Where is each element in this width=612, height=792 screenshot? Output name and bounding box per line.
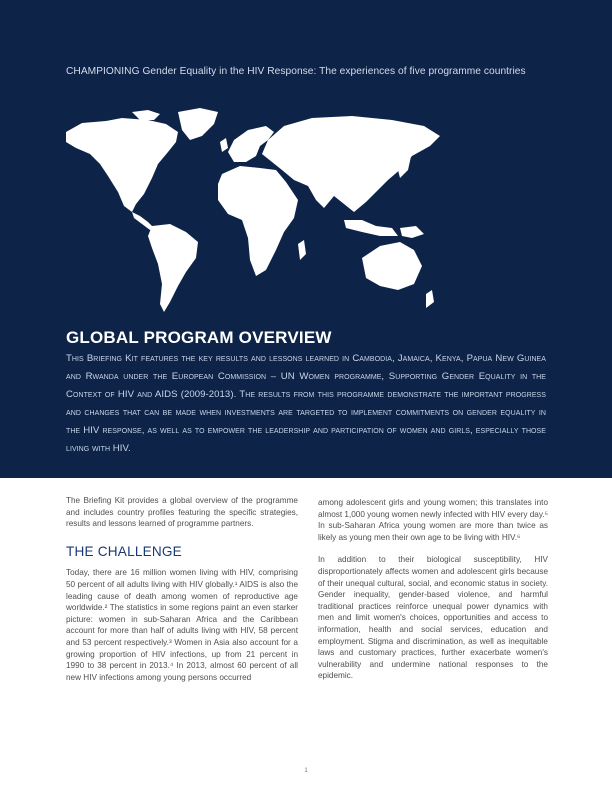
- left-column: [66, 495, 298, 683]
- map-indonesia: [344, 220, 398, 236]
- map-uk: [220, 138, 228, 152]
- map-greenland: [178, 108, 218, 140]
- map-australia: [362, 242, 422, 290]
- right-column: [318, 497, 548, 682]
- map-papua-new-guinea: [400, 226, 424, 238]
- map-africa: [218, 166, 298, 276]
- map-madagascar: [298, 240, 306, 260]
- map-south-america: [148, 224, 198, 312]
- map-north-america: [66, 118, 178, 212]
- challenge-paragraph: Today, there are 16 million women living with HIV, comprising 50 percent of all adults living with HIV globally.¹ AIDS is also the leading cause of death among women of reproductive age worldwide.² The statistics in some regions paint an even starker picture: women in sub-Saharan Africa and the Caribbean account for more than half of adults living with HIV, 58 percent and 53 percent respectively.³ Women in Asia also account for a growing proportion of HIV infections, up from 21 percent in 1990 to 38 percent in 2013.⁴ In 2013, almost 60 percent of all new HIV infections among young persons occurred: [66, 568, 298, 682]
- map-canadian-islands: [132, 110, 160, 120]
- page-number: 1: [304, 768, 308, 774]
- map-new-zealand: [426, 290, 434, 308]
- susceptibility-paragraph: In addition to their biological susceptibility, HIV disproportionately affects women and adolescent girls because of their unequal cultural, social, and economic status in society. Gender inequality, gender-based violence, and harmful traditional practices reinforce unequal power dynamics with men and limit women's choices, opportunities and access to information, health and social services, education and employment. Stigma and discrimination, as well as inequitable laws and customary practices, further exacerbate women's vulnerability and undermine national responses to the epidemic.: [318, 555, 548, 681]
- world-map-illustration: [62, 108, 442, 318]
- challenge-heading: THE CHALLENGE: [66, 543, 182, 559]
- report-series-title: CHAMPIONING Gender Equality in the HIV Response: The experiences of five programme countries: [66, 66, 526, 77]
- map-central-america: [132, 212, 154, 230]
- statistics-paragraph: among adolescent girls and young women; this translates into almost 1,000 young women newly infected with HIV every day.⁵ In sub-Saharan Africa young women are more than twice as likely as young men their own age to be living with HIV.⁶: [318, 498, 548, 542]
- overview-summary: This Briefing Kit features the key results and lessons learned in Cambodia, Jamaica, Kenya, Papua New Guinea and Rwanda under the European Commission – UN Women programme, Supporting Gender Equality in the Context of HIV and AIDS (2009-2013). The results from this programme demonstrate the important progress and changes that can be made when investments are targeted to implement commitments on gender equality in the HIV response, as well as to empower the leadership and participation of women and girls, especially those living with HIV.: [66, 353, 546, 454]
- overview-heading: GLOBAL PROGRAM OVERVIEW: [66, 328, 332, 347]
- intro-paragraph: The Briefing Kit provides a global overview of the programme and includes country profiles featuring the specific strategies, results and lessons learned of programme partners.: [66, 496, 298, 529]
